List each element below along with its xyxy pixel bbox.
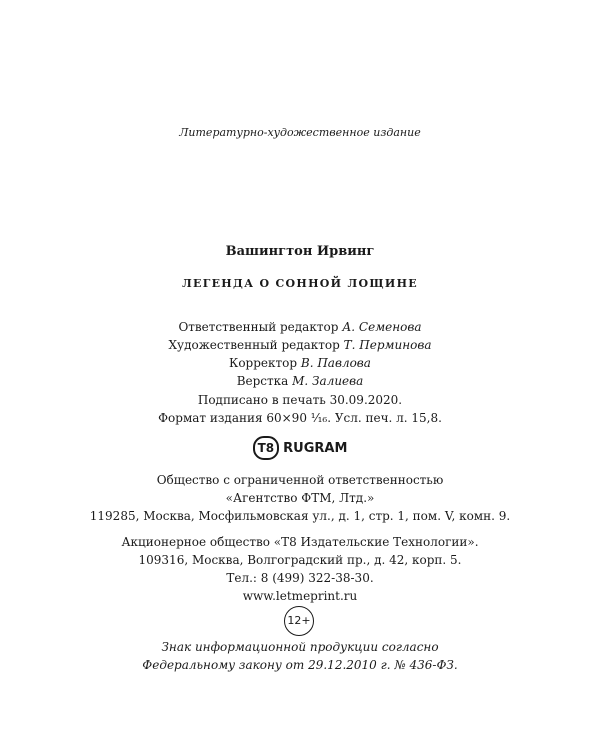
- publisher-line: Общество с ограниченной ответственностью: [156, 473, 444, 487]
- credit-line: [0, 372, 600, 390]
- rugram-logo: [253, 435, 348, 461]
- notice-line: Знак информационной продукции согласно: [161, 640, 439, 654]
- credit-name: В. Павлова: [300, 356, 371, 370]
- edition-type: Литературно-художественное издание: [179, 126, 421, 139]
- credit-role: Ответственный редактор: [178, 320, 339, 334]
- credit-role: Верстка: [236, 374, 289, 388]
- printer-address: 109316, Москва, Волгоградский пр., д. 42, корп. 5.: [138, 553, 462, 567]
- publisher-block: [0, 471, 600, 525]
- printing-info: [0, 391, 600, 427]
- publisher-address: 119285, Москва, Мосфильмовская ул., д. 1, стр. 1, пом. V, комн. 9.: [89, 509, 511, 523]
- credit-role: Художественный редактор: [168, 338, 340, 352]
- printer-block: [0, 533, 600, 605]
- notice-line: Федеральному закону от 29.12.2010 г. № 436-ФЗ.: [142, 658, 458, 672]
- credit-line: [0, 318, 600, 336]
- age-rating-badge: 12+: [284, 606, 314, 636]
- printer-phone: Тел.: 8 (499) 322-38-30.: [226, 571, 374, 585]
- credit-line: [0, 336, 600, 354]
- credits-block: [0, 318, 600, 390]
- publisher-line: «Агентство ФТМ, Лтд.»: [225, 491, 375, 505]
- credit-line: [0, 354, 600, 372]
- credit-name: А. Семенова: [342, 320, 422, 334]
- book-title: ЛЕГЕНДА О СОННОЙ ЛОЩИНЕ: [182, 277, 418, 290]
- signed-date: Подписано в печать 30.09.2020.: [197, 393, 403, 407]
- publisher-logo: [0, 435, 600, 461]
- logo-text: RUGRAM: [283, 440, 348, 456]
- printer-website: www.letmeprint.ru: [242, 589, 358, 603]
- credit-name: М. Залиева: [292, 374, 364, 388]
- t8-badge: T8: [253, 436, 280, 460]
- legal-notice: [0, 638, 600, 674]
- format-info: Формат издания 60×90 ¹⁄₁₆. Усл. печ. л. 15,8.: [158, 411, 442, 425]
- printer-name: Акционерное общество «Т8 Издательские Технологии».: [121, 535, 479, 549]
- author-name: Вашингтон Ирвинг: [225, 244, 375, 259]
- credit-role: Корректор: [229, 356, 298, 370]
- credit-name: Т. Перминова: [343, 338, 432, 352]
